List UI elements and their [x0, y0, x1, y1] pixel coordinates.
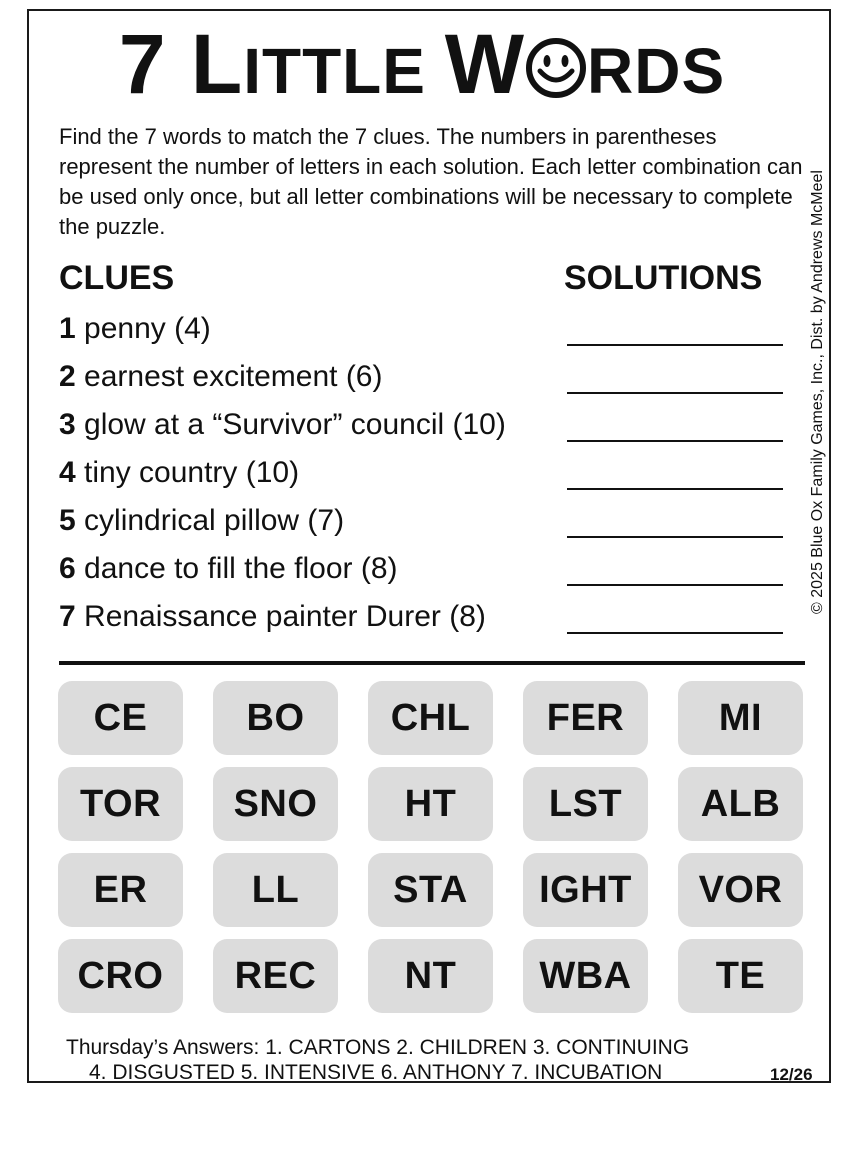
clue-number: 7 — [59, 600, 76, 633]
solution-blank-7[interactable] — [567, 632, 783, 634]
letter-tile[interactable]: BO — [213, 681, 338, 755]
previous-answers — [66, 1035, 689, 1085]
section-divider — [59, 661, 805, 665]
puzzle-date: 12/26 — [770, 1065, 813, 1084]
clue-6 — [59, 549, 398, 589]
letter-tile[interactable]: TOR — [58, 767, 183, 841]
clue-number: 3 — [59, 408, 76, 441]
clue-3 — [59, 405, 506, 445]
clue-text: dance to fill the floor (8) — [75, 552, 398, 585]
solution-blank-3[interactable] — [567, 440, 783, 442]
letter-tile[interactable]: SNO — [213, 767, 338, 841]
letter-tile[interactable]: CRO — [58, 939, 183, 1013]
solution-blank-5[interactable] — [567, 536, 783, 538]
letter-tile[interactable]: ER — [58, 853, 183, 927]
letter-tile[interactable]: STA — [368, 853, 493, 927]
letter-tile[interactable]: MI — [678, 681, 803, 755]
clue-number: 6 — [59, 552, 76, 585]
solution-blank-2[interactable] — [567, 392, 783, 394]
letter-tile[interactable]: LL — [213, 853, 338, 927]
letter-tile[interactable]: NT — [368, 939, 493, 1013]
clue-text: penny (4) — [75, 312, 211, 345]
previous-answers-line-1: Thursday’s Answers: 1. CARTONS 2. CHILDREN 3. CONTINUING — [66, 1036, 690, 1059]
clue-number: 4 — [59, 456, 76, 489]
letter-tile[interactable]: TE — [678, 939, 803, 1013]
letter-tile[interactable]: ALB — [678, 767, 803, 841]
solution-blank-4[interactable] — [567, 488, 783, 490]
clue-5 — [59, 501, 344, 541]
clue-number: 5 — [59, 504, 76, 537]
clue-text: earnest excitement (6) — [75, 360, 383, 393]
letter-tile[interactable]: VOR — [678, 853, 803, 927]
copyright-credit: © 2025 Blue Ox Family Games, Inc., Dist. by Andrews McMeel — [809, 170, 826, 614]
letter-tile[interactable]: CHL — [368, 681, 493, 755]
clue-text: cylindrical pillow (7) — [75, 504, 345, 537]
clues-header: CLUES — [59, 259, 175, 297]
clue-7 — [59, 597, 486, 637]
previous-answers-line-2: 4. DISGUSTED 5. INTENSIVE 6. ANTHONY 7. INCUBATION — [89, 1061, 663, 1084]
letter-tile[interactable]: REC — [213, 939, 338, 1013]
solution-blank-6[interactable] — [567, 584, 783, 586]
smiley-face-icon — [525, 37, 587, 99]
letter-tile[interactable]: FER — [523, 681, 648, 755]
clue-number: 2 — [59, 360, 76, 393]
solutions-header: SOLUTIONS — [564, 259, 763, 297]
puzzle-title: 7 LITTLE W RDS — [118, 17, 726, 111]
clue-text: tiny country (10) — [75, 456, 300, 489]
letter-tile[interactable]: IGHT — [523, 853, 648, 927]
clue-text: glow at a “Survivor” council (10) — [75, 408, 506, 441]
clue-2 — [59, 357, 382, 397]
letter-tile[interactable]: HT — [368, 767, 493, 841]
clue-4 — [59, 453, 299, 493]
solution-blank-1[interactable] — [567, 344, 783, 346]
clue-text: Renaissance painter Durer (8) — [75, 600, 486, 633]
letter-tile[interactable]: WBA — [523, 939, 648, 1013]
clue-number: 1 — [59, 312, 76, 345]
letter-tile[interactable]: CE — [58, 681, 183, 755]
letter-tile[interactable]: LST — [523, 767, 648, 841]
instructions-text: Find the 7 words to match the 7 clues. The numbers in parentheses represent the number of letters in each solution. Each letter combination can be used only once, but all letter combinations will be necessary to complete the puzzle. — [59, 124, 803, 239]
clue-1 — [59, 309, 211, 349]
